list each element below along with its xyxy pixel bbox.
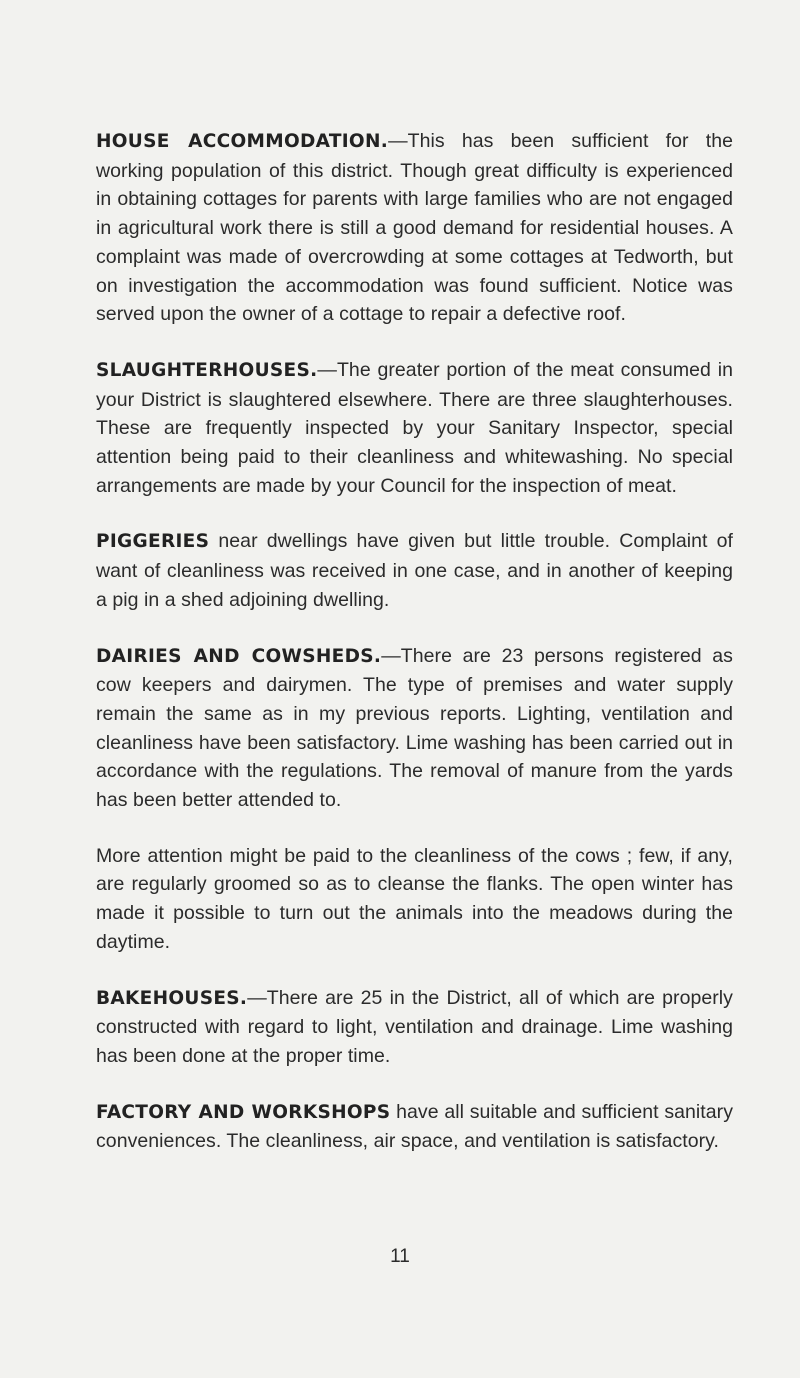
text-factory-workshops: have all suitable and sufficient sanitary conveniences. The cleanliness, air space, and ventilation is satisfactory. <box>96 1100 733 1153</box>
text-house-accommodation: —This has been sufficient for the working population of this district. Though great difficulty is experienced in obtaining cottages for parents with large families who are not engaged in agricultural work there is still a good demand for residential houses. A complaint was made of overcrowding at some cottages at Tedworth, but on investigation the accommodation was found sufficient. Notice was served upon the owner of a cottage to repair a defective roof. <box>96 130 733 326</box>
heading-slaughterhouses: SLAUGHTERHOUSES. <box>96 359 318 381</box>
heading-house-accommodation: HOUSE ACCOMMODATION. <box>96 131 389 152</box>
text-bakehouses: —There are 25 in the District, all of which are properly constructed with regard to light, ventilation and drainage. Lime washing has been done at the proper time. <box>96 986 733 1067</box>
page-number: 11 <box>390 1246 410 1267</box>
heading-dairies-cowsheds: DAIRIES AND COWSHEDS. <box>96 645 382 667</box>
paragraph-house-accommodation <box>96 127 733 329</box>
paragraph-piggeries <box>96 527 733 614</box>
paragraph-factory-workshops <box>96 1098 733 1156</box>
text-dairies-cowsheds: —There are 23 persons registered as cow keepers and dairymen. The type of premises and water supply remain the same as in my previous reports. Lighting, ventilation and cleanliness have been satisfactory. Lime washing has been carried out in accordance with the regulations. The removal of manure from the yards has been better attended to. <box>96 644 733 812</box>
paragraph-slaughterhouses <box>96 356 733 501</box>
paragraph-cows-cleanliness <box>96 842 733 957</box>
heading-piggeries: PIGGERIES <box>96 531 210 553</box>
paragraph-bakehouses <box>96 984 733 1071</box>
text-slaughterhouses: —The greater portion of the meat consumed in your District is slaughtered elsewhere. There are three slaughterhouses. These are frequently inspected by your Sanitary Inspector, special attention being paid to their cleanliness and whitewashing. No special arrangements are made by your Council for the inspection of meat. <box>96 358 733 497</box>
text-piggeries: near dwellings have given but little trouble. Complaint of want of cleanliness was received in one case, and in another of keeping a pig in a shed adjoining dwelling. <box>96 530 733 611</box>
paragraph-dairies-cowsheds <box>96 642 733 815</box>
heading-bakehouses: BAKEHOUSES. <box>96 987 248 1009</box>
text-cows-cleanliness: More attention might be paid to the cleanliness of the cows ; few, if any, are regularly groomed so as to cleanse the flanks. The open winter has made it possible to turn out the animals into the meadows during the daytime. <box>96 844 733 953</box>
heading-factory-workshops: FACTORY AND WORKSHOPS <box>96 1101 391 1123</box>
